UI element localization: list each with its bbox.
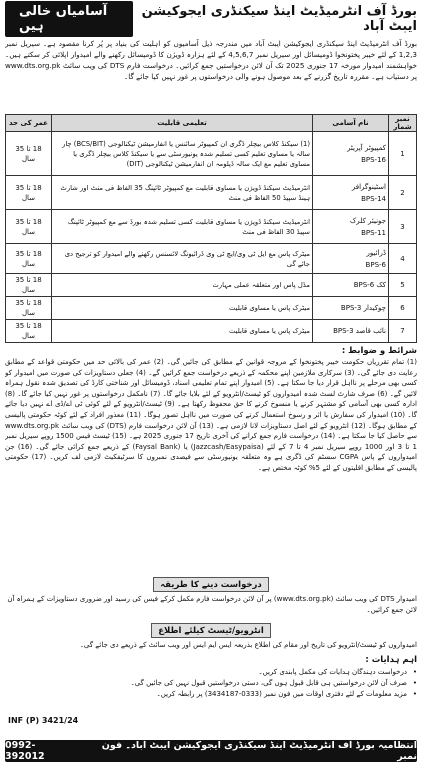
table-row bbox=[6, 244, 417, 274]
table-row bbox=[6, 297, 417, 320]
list-item: • درخواست دہندگان ہدایات کی مکمل پابندی کریں۔ bbox=[5, 667, 417, 678]
post-bps: BPS-11 bbox=[361, 228, 386, 237]
interview-heading-wrap bbox=[5, 618, 417, 638]
list-item: • صرف آن لائن درخواستیں ہی قابل قبول ہوں گی، دستی درخواستیں قبول نہیں کی جائیں گی۔ bbox=[5, 678, 417, 689]
row-age: 18 تا 35 سال bbox=[6, 244, 52, 274]
post-title: کک bbox=[376, 281, 386, 289]
post-bps: BPS-3 bbox=[340, 304, 362, 312]
footer-phone: 0992-392012 bbox=[5, 740, 45, 762]
post-title: نائب قاصد bbox=[355, 327, 386, 335]
row-qualification: میٹرک پاس یا مساوی قابلیت bbox=[52, 320, 313, 343]
table-row bbox=[6, 274, 417, 297]
col-sn: نمبر شمار bbox=[389, 115, 417, 132]
row-post bbox=[313, 274, 389, 297]
footer-banner bbox=[5, 740, 417, 762]
post-title: اسٹینوگرافر bbox=[351, 182, 386, 191]
table-row bbox=[6, 176, 417, 210]
col-age: عمر کی حد bbox=[6, 115, 52, 132]
list-item: • مزید معلومات کے لئے دفتری اوقات میں فون نمبر (0333-3434187) پر رابطہ کریں۔ bbox=[5, 689, 417, 700]
row-age: 18 تا 35 سال bbox=[6, 132, 52, 176]
terms-paragraph: (1) تمام تقرریاں حکومت خیبر پختونخوا کے مروجہ قوانین کے مطابق کی جائیں گی۔ (2) عمر کی بالائی حد میں حکومتی قواعد کے مطابق رعایت دی جائے گی۔ (3) سرکاری ملازمین اپنے محکمہ کے ذریعے درخواست جمع کرائیں گے۔ (4) جعلی دستاویزات کی صورت میں امیدوار کو کسی بھی مرحلے پر نااہل قرار دیا جا سکتا ہے۔ (5) امیدوار اپنے تمام تعلیمی اسناد، ڈومیسائل اور شناختی کارڈ کی تصدیق شدہ نقول ہمراہ لائیں گے۔ (6) صرف شارٹ لسٹ شدہ امیدواروں کو ٹیسٹ/انٹرویو کے لئے بلایا جائے گا۔ (7) نامکمل درخواستوں پر غور نہیں کیا جائے گا۔ (8) ادارہ کسی بھی آسامی کو مشتہر کرنے یا منسوخ کرنے کا حق محفوظ رکھتا ہے۔ (9) ٹیسٹ/انٹرویو کے لئے کوئی ٹی اے/ڈی اے نہیں دیا جائے گا۔ (10) امیدوار کی سفارش یا اثر و رسوخ استعمال کرنے کی صورت میں نااہل تصور ہوگا۔ (11) معذور افراد کے لئے کوٹہ حکومتی پالیسی کے مطابق ہوگا۔ (12) انٹرویو کے لئے اصل دستاویزات لانا لازمی ہے۔ (13) آن لائن درخواست فارم (DTS) کی ویب سائٹ www.dts.org.pk سے حاصل کیا جا سکتا ہے۔ (14) درخواست فارم جمع کرانے کی آخری تاریخ 17 جنوری 2025 ہے۔ (15) ٹیسٹ فیس 1500 روپے سیریل نمبر 1 تا 3 اور 1000 روپے سیریل نمبر 4 تا 7 کے لئے (Jazzcash/Easypaisa) یا (Faysal Bank) کے ذریعے جمع کرائی جائے گی۔ (16) جن امیدواروں کے پاس CGPA سسٹم کی ڈگری ہے وہ متعلقہ یونیورسٹی سے فیصدی نمبروں کا سرٹیفکیٹ لازمی لف کریں۔ (17) حکومتی پالیسی کے مطابق اقلیتوں کے لئے 5% کوٹہ مختص ہے۔ bbox=[5, 358, 417, 472]
row-age: 18 تا 35 سال bbox=[6, 297, 52, 320]
table-row bbox=[6, 132, 417, 176]
footer-text: انتظامیہ بورڈ آف انٹرمیڈیٹ اینڈ سیکنڈری ایجوکیشن ایبٹ آباد۔ فون نمبر bbox=[101, 740, 417, 762]
col-qualification: تعلیمی قابلیت bbox=[52, 115, 313, 132]
col-post: نام آسامی bbox=[313, 115, 389, 132]
instructions-title: اہم ہدایات : bbox=[365, 654, 417, 665]
row-age: 18 تا 35 سال bbox=[6, 274, 52, 297]
instructions-list bbox=[5, 667, 417, 700]
post-bps: BPS-6 bbox=[353, 281, 375, 289]
table-row bbox=[6, 320, 417, 343]
apply-heading-wrap bbox=[5, 572, 417, 592]
interview-text: امیدواروں کو ٹیسٹ/انٹرویو کی تاریخ اور مقام کی اطلاع بذریعہ ایس ایم ایس اور ویب سائٹ کے ذریعے دی جائے گی۔ bbox=[79, 641, 417, 650]
row-sn: 1 bbox=[389, 132, 417, 176]
row-sn: 6 bbox=[389, 297, 417, 320]
intro-paragraph: بورڈ آف انٹرمیڈیٹ اینڈ سیکنڈری ایجوکیشن ایبٹ آباد میں مندرجہ ذیل آسامیوں کو اہلیت کی بنیاد پر پُر کرنا مقصود ہے۔ سیریل نمبر 1,2,3 کے لئے خیبر پختونخوا ڈومیسائل اور سیریل نمبر 4,5,6,7 کے لئے ہزارہ ڈویژن کا ڈومیسائل رکھنے والے امیدوار اپلائی کر سکتے ہیں۔ خواہشمند امیدوار مورخہ 17 جنوری 2025 تک آن لائن درخواستیں جمع کرائیں۔ درخواست فارم DTS کی ویب سائٹ www.dts.org.pk پر دستیاب ہے۔ مقررہ تاریخ گزرنے کے بعد موصول ہونے والی درخواستوں پر غور نہیں کیا جائے گا۔ bbox=[5, 39, 417, 81]
row-qualification: میٹرک پاس یا مساوی قابلیت bbox=[52, 297, 313, 320]
row-age: 18 تا 35 سال bbox=[6, 176, 52, 210]
row-qualification: میٹرک پاس مع ایل ٹی وی/ایچ ٹی وی ڈرائیونگ لائسنس رکھنے والے امیدوار کو ترجیح دی جائے گی bbox=[52, 244, 313, 274]
row-qualification: مڈل پاس اور متعلقہ عملی مہارت bbox=[52, 274, 313, 297]
post-bps: BPS-14 bbox=[361, 194, 386, 203]
inf-number: INF (P) 3421/24 bbox=[8, 716, 79, 725]
row-sn: 7 bbox=[389, 320, 417, 343]
board-title: بورڈ آف انٹرمیڈیٹ اینڈ سیکنڈری ایجوکیشن ایبٹ آباد bbox=[141, 4, 417, 34]
post-title: ڈرائیور bbox=[366, 248, 386, 257]
post-title: جونیئر کلرک bbox=[350, 216, 386, 225]
row-post bbox=[313, 132, 389, 176]
row-qualification: (1) سیکنڈ کلاس بیچلر ڈگری ان کمپیوٹر سائنس یا انفارمیشن ٹیکنالوجی (BCS/BIT) چار سالہ یا مساوی تعلیم کسی تسلیم شدہ یونیورسٹی سے یا سیکنڈ کلاس بیچلر ڈگری یا مساوی تعلیم مع ایک سالہ ڈپلومہ ان انفارمیشن ٹیکنالوجی (DIT) bbox=[52, 132, 313, 176]
row-post bbox=[313, 297, 389, 320]
row-post bbox=[313, 244, 389, 274]
header bbox=[5, 4, 417, 34]
row-sn: 3 bbox=[389, 210, 417, 244]
row-sn: 2 bbox=[389, 176, 417, 210]
vacancies-banner: آسامیاں خالی ہیں bbox=[5, 1, 133, 37]
post-title: کمپیوٹر آپریٹر bbox=[347, 143, 386, 152]
post-bps: BPS-6 bbox=[365, 260, 386, 269]
row-sn: 4 bbox=[389, 244, 417, 274]
post-title: چوکیدار bbox=[363, 304, 386, 312]
row-sn: 5 bbox=[389, 274, 417, 297]
table-header-row bbox=[6, 115, 417, 132]
post-bps: BPS-3 bbox=[333, 327, 354, 335]
row-post bbox=[313, 176, 389, 210]
post-bps: BPS-16 bbox=[361, 155, 386, 164]
row-post bbox=[313, 320, 389, 343]
apply-text: امیدوار DTS کی ویب سائٹ (www.dts.org.pk) پر آن لائن درخواست فارم مکمل کرکے فیس کی رسید اور ضروری دستاویزات کے ہمراہ آن لائن جمع کرائیں۔ bbox=[7, 595, 417, 614]
terms-title: شرائط و ضوابط : bbox=[341, 346, 417, 356]
row-post bbox=[313, 210, 389, 244]
apply-title: درخواست دینے کا طریقہ bbox=[153, 577, 269, 592]
row-qualification: انٹرمیڈیٹ سیکنڈ ڈویژن یا مساوی قابلیت مع کمپیوٹر ٹائپنگ 35 الفاظ فی منٹ اور شارٹ ہینڈ سپیڈ 50 الفاظ فی منٹ bbox=[52, 176, 313, 210]
row-age: 18 تا 35 سال bbox=[6, 320, 52, 343]
table-row bbox=[6, 210, 417, 244]
row-qualification: انٹرمیڈیٹ سیکنڈ ڈویژن یا مساوی قابلیت کسی تسلیم شدہ بورڈ سے مع کمپیوٹر ٹائپنگ سپیڈ 30 الفاظ فی منٹ bbox=[52, 210, 313, 244]
vacancies-table bbox=[5, 114, 417, 343]
row-age: 18 تا 35 سال bbox=[6, 210, 52, 244]
interview-title: انٹرویو/ٹیسٹ کیلئے اطلاع bbox=[151, 623, 271, 638]
